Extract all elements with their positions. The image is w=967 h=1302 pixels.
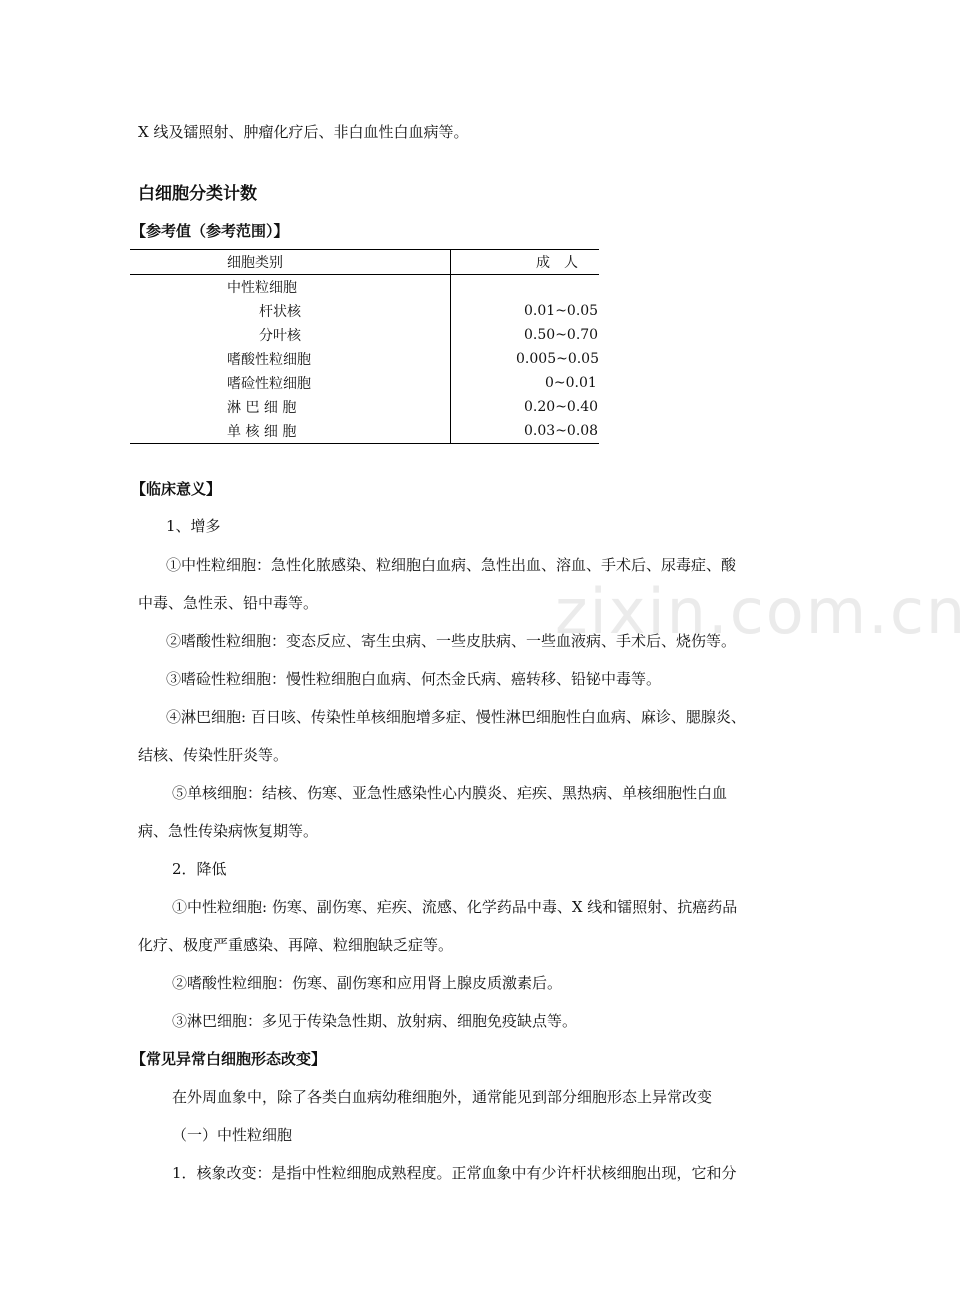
- table-row: [130, 275, 599, 300]
- abnormal-heading: 【常见异常白细胞形态改变】: [131, 1050, 327, 1068]
- cell-type: 嗜酸性粒细胞: [130, 347, 451, 371]
- cell-value: 0.005~0.05: [516, 351, 599, 367]
- increase-line: 结核、传染性肝炎等。: [138, 746, 289, 764]
- increase-line: ⑤单核细胞：结核、伤寒、亚急性感染性心内膜炎、疟疾、黑热病、单核细胞性白血: [172, 784, 728, 802]
- increase-label: 1、增多: [166, 517, 221, 535]
- decrease-line: ①中性粒细胞: 伤寒、副伤寒、疟疾、流感、化学药品中毒、X 线和镭照射、抗癌药品: [172, 898, 738, 916]
- decrease-line: ②嗜酸性粒细胞：伤寒、副伤寒和应用肾上腺皮质激素后。: [172, 974, 563, 992]
- table-row: [130, 371, 599, 395]
- cell-value: 0.50~0.70: [524, 327, 599, 343]
- increase-line: ②嗜酸性粒细胞：变态反应、寄生虫病、一些皮肤病、一些血液病、手术后、烧伤等。: [166, 632, 737, 650]
- clinical-heading: 【临床意义】: [131, 480, 222, 498]
- abnormal-line: 1．核象改变：是指中性粒细胞成熟程度。正常血象中有少许杆状核细胞出现，它和分: [172, 1164, 737, 1182]
- cell-value: 0.03~0.08: [524, 423, 599, 439]
- cell-type: 单 核 细 胞: [130, 419, 451, 444]
- table-row: [130, 419, 599, 444]
- increase-line: 中毒、急性汞、铅中毒等。: [138, 594, 319, 612]
- table-row: [130, 395, 599, 419]
- table-row: [130, 299, 599, 323]
- cell-value: 0~0.01: [545, 375, 597, 391]
- increase-line: ①中性粒细胞：急性化脓感染、粒细胞白血病、急性出血、溶血、手术后、尿毒症、酸: [166, 556, 737, 574]
- abnormal-line: （一）中性粒细胞: [172, 1126, 293, 1144]
- decrease-line: 化疗、极度严重感染、再障、粒细胞缺乏症等。: [138, 936, 454, 954]
- cell-type: 分叶核: [130, 323, 451, 347]
- increase-line: ③嗜硷性粒细胞：慢性粒细胞白血病、何杰金氏病、癌转移、铅铋中毒等。: [166, 670, 662, 688]
- section-title: 白细胞分类计数: [138, 184, 257, 204]
- intro-line: X 线及镭照射、肿瘤化疗后、非白血性白血病等。: [138, 123, 469, 141]
- cell-value: 0.01~0.05: [524, 303, 599, 319]
- cell-type: 中性粒细胞: [130, 275, 451, 300]
- abnormal-line: 在外周血象中，除了各类白血病幼稚细胞外，通常能见到部分细胞形态上异常改变: [172, 1088, 713, 1106]
- header-cell-type: 细胞类别: [130, 250, 451, 275]
- reference-heading: 【参考值（参考范围）】: [131, 222, 289, 240]
- cell-type: 嗜硷性粒细胞: [130, 371, 451, 395]
- cell-type: 淋 巴 细 胞: [130, 395, 451, 419]
- table-row: [130, 323, 599, 347]
- table-row: [130, 347, 599, 371]
- watermark: zixin.com.cn: [555, 575, 967, 648]
- cell-value: [451, 275, 599, 300]
- header-cell-adult: 成 人: [536, 255, 579, 271]
- reference-table: [130, 249, 599, 444]
- table-header-row: [130, 250, 599, 275]
- increase-line: ④淋巴细胞: 百日咳、传染性单核细胞增多症、慢性淋巴细胞性白血病、麻诊、腮腺炎、: [166, 708, 746, 726]
- decrease-label: 2．降低: [172, 860, 227, 878]
- cell-value: 0.20~0.40: [524, 399, 599, 415]
- increase-line: 病、急性传染病恢复期等。: [138, 822, 319, 840]
- cell-type: 杆状核: [130, 299, 451, 323]
- decrease-line: ③淋巴细胞：多见于传染急性期、放射病、细胞免疫缺点等。: [172, 1012, 578, 1030]
